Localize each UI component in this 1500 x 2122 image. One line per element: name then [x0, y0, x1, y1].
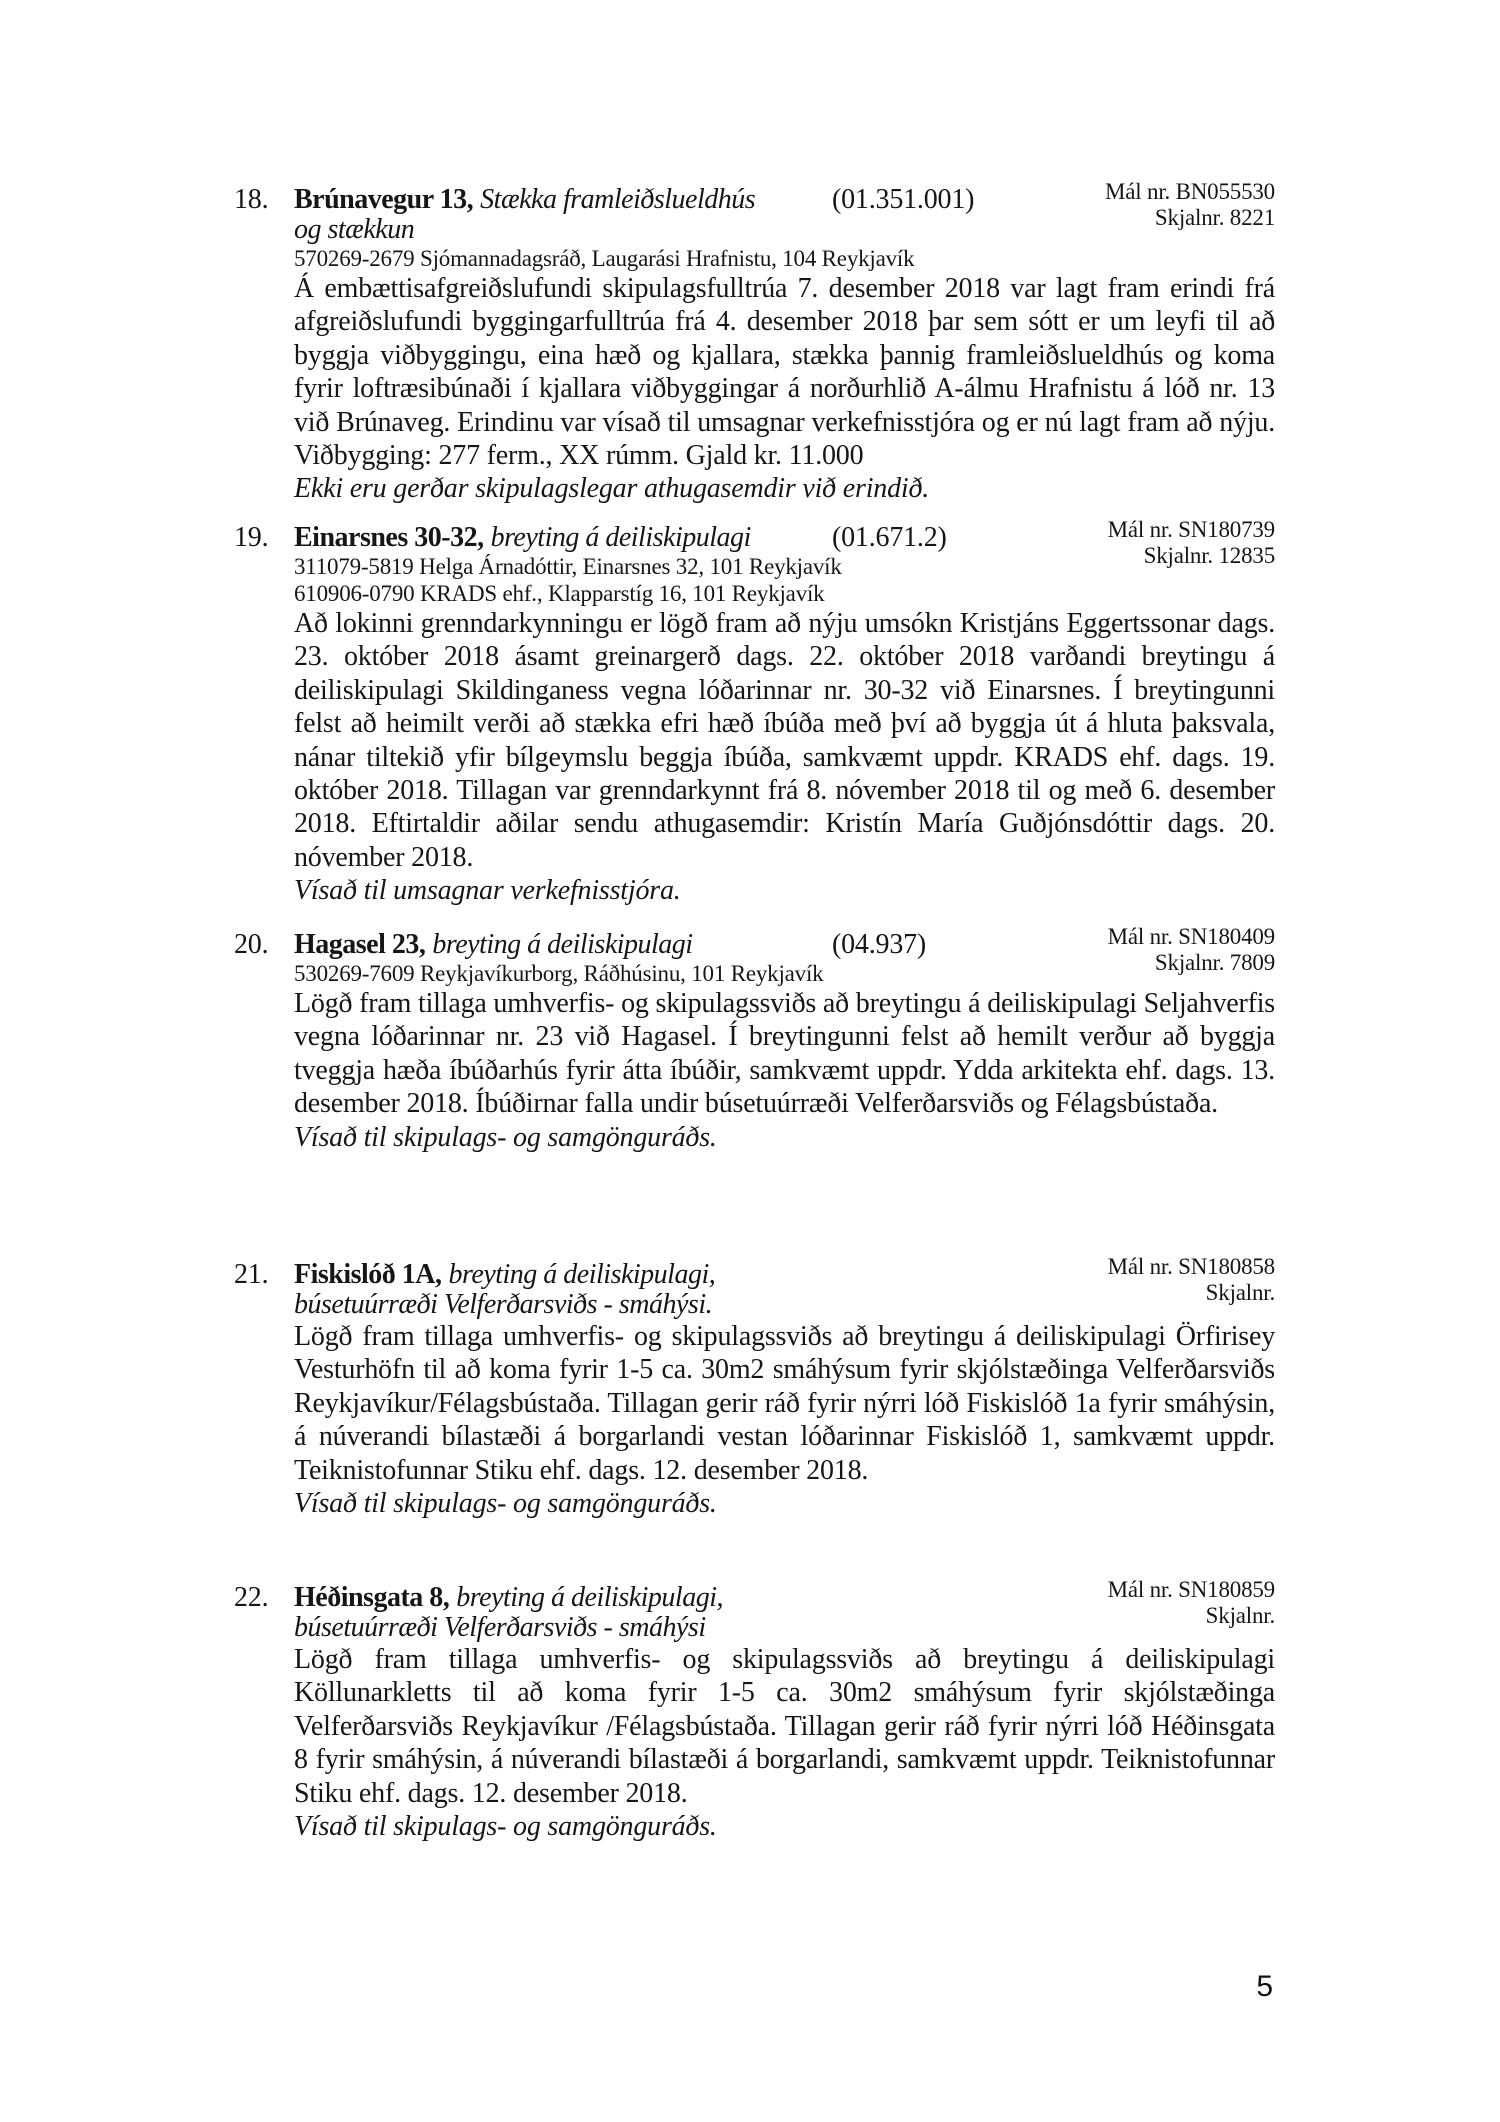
plan-code: (01.351.001): [832, 184, 975, 215]
item-number: 20.: [234, 929, 269, 960]
item-title: [294, 185, 1275, 215]
case-number: Mál nr. SN180739: [1107, 517, 1275, 542]
address-line: 311079-5819 Helga Árnadóttir, Einarsnes 32, 101 Reykjavík: [294, 554, 842, 579]
page-number: 5: [1256, 1970, 1273, 2003]
document-number: Skjalnr. 7809: [1154, 950, 1275, 975]
item-title: [294, 1260, 1275, 1290]
address-block: [294, 960, 1275, 987]
case-number: Mál nr. SN180859: [1107, 1577, 1275, 1602]
document-number: Skjalnr. 12835: [1143, 543, 1275, 568]
item-title-bold: Brúnavegur 13,: [294, 184, 474, 215]
item-resolution: Vísað til skipulags- og samgönguráðs.: [294, 1488, 717, 1520]
item-title-italic: breyting á deiliskipulagi: [490, 522, 751, 553]
item-number: 21.: [234, 1259, 269, 1290]
item-resolution: Vísað til skipulags- og samgönguráðs.: [294, 1121, 717, 1153]
document-number: Skjalnr.: [1205, 1603, 1275, 1628]
item-content: [294, 930, 1275, 1154]
item-title-line2: búsetuúrræði Velferðarsviðs - smáhýsi.: [294, 1289, 713, 1320]
item-resolution: Vísað til skipulags- og samgönguráðs.: [294, 1811, 717, 1843]
item-content: [294, 185, 1275, 506]
item-title-italic: Stækka framleiðslueldhús: [480, 184, 756, 215]
item-title-italic: breyting á deiliskipulagi,: [456, 1582, 723, 1613]
agenda-item: [234, 1577, 1275, 1843]
item-resolution: Vísað til umsagnar verkefnisstjóra.: [294, 875, 681, 907]
plan-code: (01.671.2): [832, 522, 947, 553]
plan-code: (04.937): [832, 929, 927, 960]
item-content: [294, 523, 1275, 908]
agenda-item: [234, 924, 1275, 1154]
item-content: [294, 1260, 1275, 1520]
address-block: [294, 553, 1275, 607]
case-number: Mál nr. SN180858: [1107, 1254, 1275, 1279]
item-resolution: Ekki eru gerðar skipulagslegar athugasemdir við erindið.: [294, 473, 930, 505]
item-title-bold: Hagasel 23,: [294, 929, 426, 960]
item-title: [294, 1583, 1275, 1613]
item-number: 18.: [234, 184, 269, 215]
agenda-item: [234, 517, 1275, 908]
item-body: Lögð fram tillaga umhverfis- og skipulagssviðs að breytingu á deiliskipulagi Örfirisey Vesturhöfn til að koma fyrir 1-5 ca. 30m2 smáhýsum fyrir skjólstæðinga Velferðarsviðs Reykjavíkur/Félagsbústaða. Tillagan gerir ráð fyrir nýrri lóð Fiskislóð 1a fyrir smáhýsin, á núverandi bílastæði á borgarlandi vestan lóðarinnar Fiskislóð 1, samkvæmt uppdr. Teiknistofunnar Stiku ehf. dags. 12. desember 2018.: [294, 1321, 1275, 1486]
case-number: Mál nr. BN055530: [1105, 179, 1275, 204]
item-title-italic: breyting á deiliskipulagi,: [448, 1259, 716, 1290]
item-number: 19.: [234, 522, 269, 553]
address-line: 610906-0790 KRADS ehf., Klapparstíg 16, 101 Reykjavík: [294, 581, 825, 606]
item-title-line2: og stækkun: [294, 214, 415, 245]
document-number: Skjalnr.: [1205, 1280, 1275, 1305]
item-title-bold: Einarsnes 30-32,: [294, 522, 484, 553]
item-body: Lögð fram tillaga umhverfis- og skipulagssviðs að breytingu á deiliskipulagi Seljahverfis vegna lóðarinnar nr. 23 við Hagasel. Í breytingunni felst að hemilt verður að byggja tveggja hæða íbúðarhús fyrir átta íbúðir, samkvæmt uppdr. Ydda arkitekta ehf. dags. 13. desember 2018. Íbúðirnar falla undir búsetuúrræði Velferðarsviðs og Félagsbústaða.: [294, 988, 1275, 1120]
item-title-line2: búsetuúrræði Velferðarsviðs - smáhýsi: [294, 1612, 706, 1643]
item-number: 22.: [234, 1582, 269, 1613]
agenda-item: [234, 179, 1275, 506]
address-line: 530269-7609 Reykjavíkurborg, Ráðhúsinu, 101 Reykjavík: [294, 961, 824, 986]
item-title-bold: Fiskislóð 1A,: [294, 1259, 442, 1290]
item-title: [294, 523, 1275, 553]
item-title-italic: breyting á deiliskipulagi: [432, 929, 693, 960]
address-block: [294, 245, 1275, 272]
document-number: Skjalnr. 8221: [1154, 205, 1275, 230]
case-number: Mál nr. SN180409: [1107, 924, 1275, 949]
item-title: [294, 930, 1275, 960]
item-title-bold: Héðinsgata 8,: [294, 1582, 450, 1613]
item-body: Lögð fram tillaga umhverfis- og skipulagssviðs að breytingu á deiliskipulagi Köllunarkletts til að koma fyrir 1-5 ca. 30m2 smáhýsum fyrir skjólstæðinga Velferðarsviðs Reykjavíkur /Félagsbústaða. Tillagan gerir ráð fyrir nýrri lóð Héðinsgata 8 fyrir smáhýsin, á núverandi bílastæði á borgarlandi, samkvæmt uppdr. Teiknistofunnar Stiku ehf. dags. 12. desember 2018.: [294, 1644, 1275, 1809]
item-content: [294, 1583, 1275, 1843]
address-line: 570269-2679 Sjómannadagsráð, Laugarási Hrafnistu, 104 Reykjavík: [294, 246, 915, 271]
agenda-item: [234, 1254, 1275, 1520]
item-body: Að lokinni grenndarkynningu er lögð fram að nýju umsókn Kristjáns Eggertssonar dags. 23. október 2018 ásamt greinargerð dags. 22. október 2018 varðandi breytingu á deiliskipulagi Skildinganess vegna lóðarinnar nr. 30-32 við Einarsnes. Í breytingunni felst að heimilt verði að stækka efri hæð íbúða með því að byggja út á hluta þaksvala, nánar tiltekið yfir bílgeymslu beggja íbúða, samkvæmt uppdr. KRADS ehf. dags. 19. október 2018. Tillagan var grenndarkynnt frá 8. nóvember 2018 til og með 6. desember 2018. Eftirtaldir aðilar sendu athugasemdir: Kristín María Guðjónsdóttir dags. 20. nóvember 2018.: [294, 608, 1275, 873]
item-body: Á embættisafgreiðslufundi skipulagsfulltrúa 7. desember 2018 var lagt fram erindi frá afgreiðslufundi byggingarfulltrúa frá 4. desember 2018 þar sem sótt er um leyfi til að byggja viðbyggingu, eina hæð og kjallara, stækka þannig framleiðslueldhús og koma fyrir loftræsibúnaði í kjallara viðbyggingar á norðurhlið A-álmu Hrafnistu á lóð nr. 13 við Brúnaveg. Erindinu var vísað til umsagnar verkefnisstjóra og er nú lagt fram að nýju. Viðbygging: 277 ferm., XX rúmm. Gjald kr. 11.000: [294, 273, 1275, 472]
